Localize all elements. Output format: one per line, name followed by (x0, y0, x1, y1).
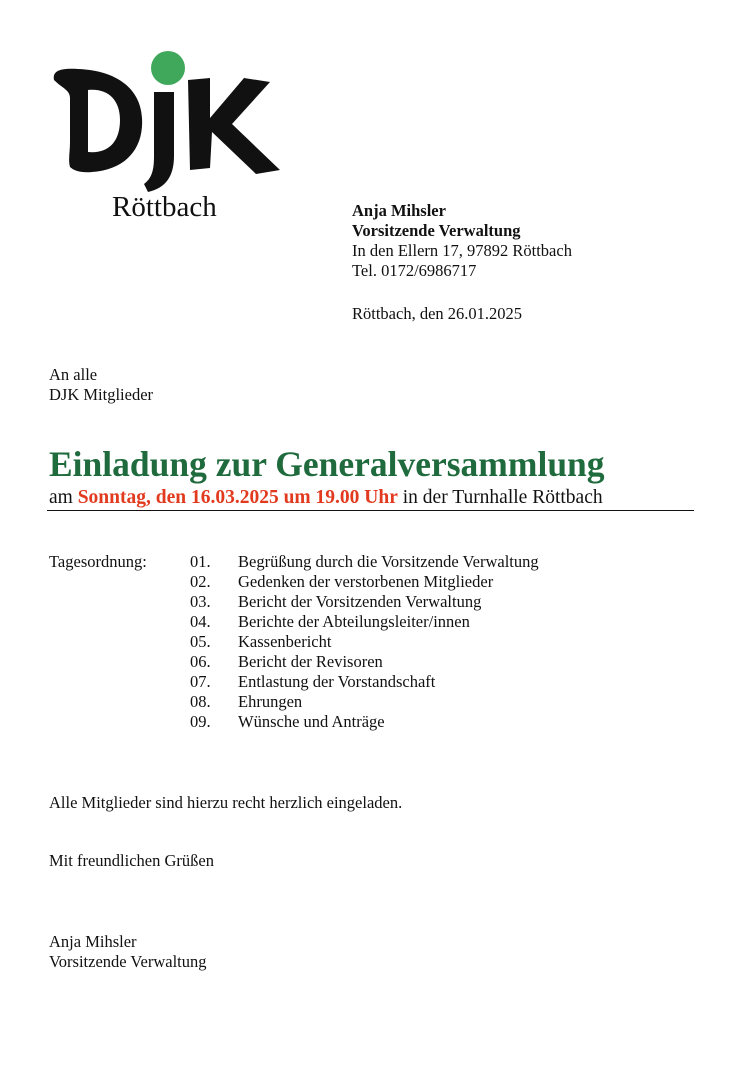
logo-subtitle: Röttbach (112, 191, 217, 223)
agenda-item-text: Begrüßung durch die Vorsitzende Verwaltung (238, 552, 539, 571)
signature-role: Vorsitzende Verwaltung (49, 952, 207, 971)
page-title: Einladung zur Generalversammlung (49, 444, 605, 484)
agenda-item (190, 692, 539, 712)
agenda-item-number: 05. (190, 632, 211, 651)
agenda-item-text: Bericht der Revisoren (238, 652, 383, 671)
invitation-text: Alle Mitglieder sind hierzu recht herzlich eingeladen. (49, 793, 403, 812)
agenda-item (190, 712, 539, 732)
agenda-item (190, 592, 539, 612)
sender-address: In den Ellern 17, 97892 Röttbach (352, 241, 572, 260)
logo-letter-j (144, 92, 174, 192)
agenda-list (190, 552, 539, 732)
agenda-label: Tagesordnung: (49, 552, 147, 571)
logo-letter-d (54, 69, 142, 172)
agenda-item-text: Gedenken der verstorbenen Mitglieder (238, 572, 494, 591)
djk-logo (48, 48, 288, 198)
agenda-item-number: 07. (190, 672, 211, 691)
agenda-item (190, 632, 539, 652)
event-date-highlight: Sonntag, den 16.03.2025 um 19.00 Uhr (77, 487, 398, 508)
logo-letter-k (188, 78, 280, 174)
agenda-item-number: 06. (190, 652, 211, 671)
agenda-item-text: Entlastung der Vorstandschaft (238, 672, 436, 691)
agenda-item-number: 02. (190, 572, 211, 591)
logo-green-dot (151, 51, 185, 85)
agenda-item (190, 572, 539, 592)
sender-phone: Tel. 0172/6986717 (352, 261, 477, 280)
agenda-item (190, 552, 539, 572)
recipient-line-2: DJK Mitglieder (49, 385, 154, 404)
subline-suffix: in der Turnhalle Röttbach (397, 487, 603, 508)
sender-block (352, 201, 572, 281)
subline-prefix: am (49, 487, 78, 508)
agenda-item-text: Ehrungen (238, 692, 303, 711)
recipient-block (49, 365, 153, 405)
agenda-item (190, 612, 539, 632)
sender-role: Vorsitzende Verwaltung (352, 221, 521, 240)
agenda-item-text: Kassenbericht (238, 632, 332, 651)
greeting: Mit freundlichen Grüßen (49, 851, 214, 870)
recipient-line-1: An alle (49, 365, 98, 384)
agenda-item-number: 09. (190, 712, 211, 731)
letter-date: Röttbach, den 26.01.2025 (352, 304, 523, 323)
signature-name: Anja Mihsler (49, 932, 137, 951)
agenda-item (190, 672, 539, 692)
agenda-item-text: Bericht der Vorsitzenden Verwaltung (238, 592, 482, 611)
sender-name: Anja Mihsler (352, 201, 446, 220)
agenda-item-text: Wünsche und Anträge (238, 712, 385, 731)
agenda-item-number: 01. (190, 552, 211, 571)
agenda-item-number: 04. (190, 612, 211, 631)
agenda-item-number: 08. (190, 692, 211, 711)
agenda-item-text: Berichte der Abteilungsleiter/innen (238, 612, 470, 631)
event-subline (49, 486, 603, 510)
heading-divider (47, 510, 694, 511)
signature-block (49, 932, 206, 972)
agenda-item-number: 03. (190, 592, 211, 611)
agenda-item (190, 652, 539, 672)
